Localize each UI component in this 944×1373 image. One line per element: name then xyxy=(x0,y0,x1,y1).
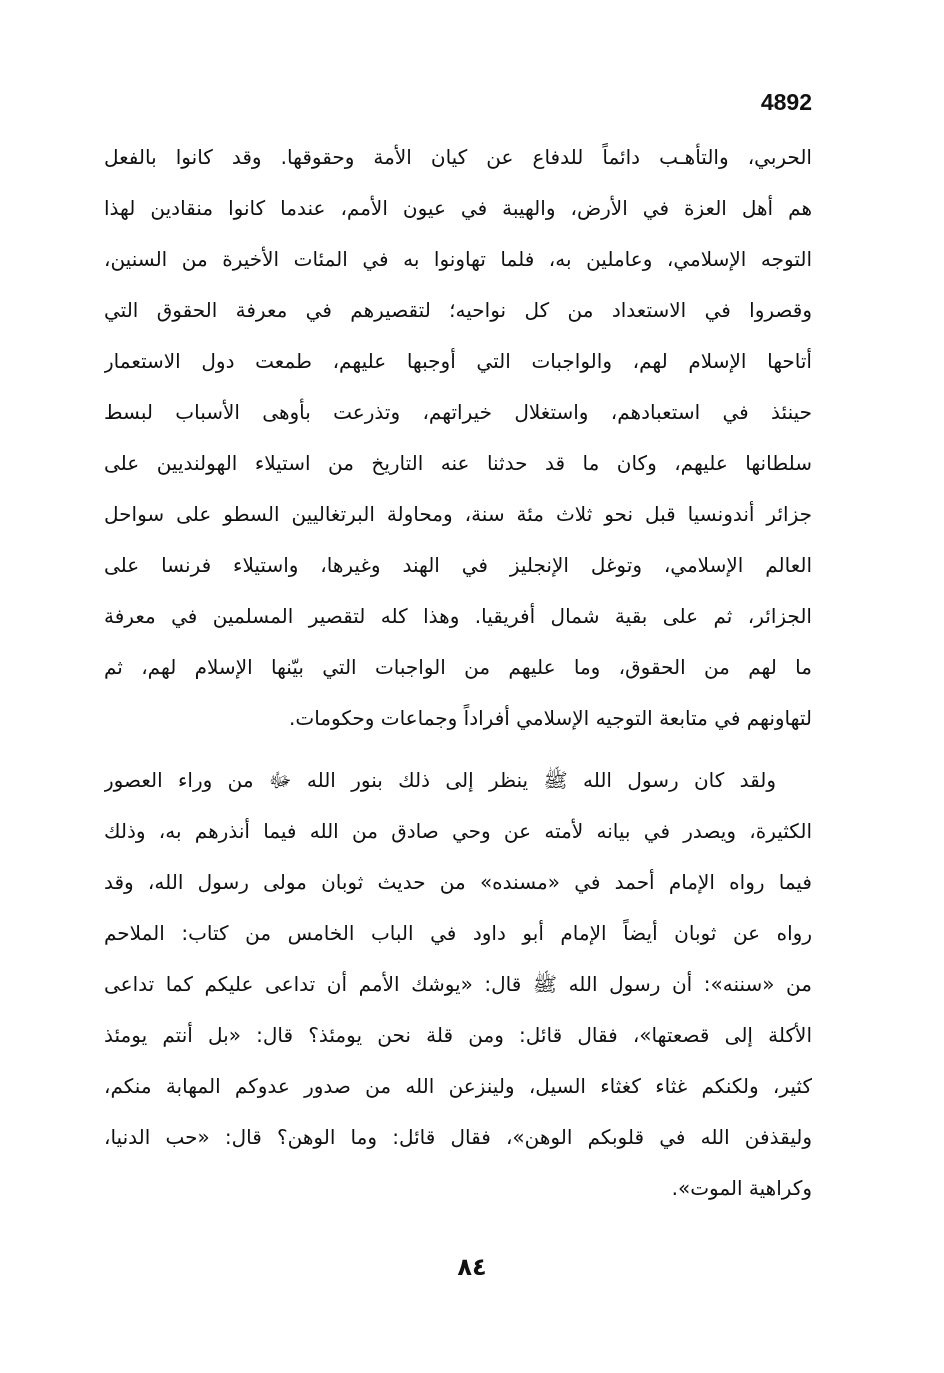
text-line: ولقد كان رسول الله ﷺ ينظر إلى ذلك بنور الله ﷻ من وراء العصور xyxy=(104,768,776,792)
text-line: هم أهل العزة في الأرض، والهيبة في عيون الأمم، عندما كانوا منقادين لهذا xyxy=(104,196,812,220)
paragraph-2 xyxy=(104,755,812,1214)
text-line: من «سننه»: أن رسول الله ﷺ قال: «يوشك الأمم أن تداعى عليكم كما تداعى xyxy=(104,972,812,996)
text-line: سلطانها عليهم، وكان ما قد حدثنا عنه التاريخ من استيلاء الهولنديين على xyxy=(104,451,812,475)
text-line: لتهاونهم في متابعة التوجيه الإسلامي أفراداً وجماعات وحكومات. xyxy=(289,706,812,730)
text-line: العالم الإسلامي، وتوغل الإنجليز في الهند وغيرها، واستيلاء فرنسا على xyxy=(104,553,812,577)
text-line: فيما رواه الإمام أحمد في «مسنده» من حديث ثوبان مولى رسول الله، وقد xyxy=(104,870,812,894)
text-line: وليقذفن الله في قلوبكم الوهن»، فقال قائل: وما الوهن؟ قال: «حب الدنيا، xyxy=(104,1125,812,1149)
text-line: التوجه الإسلامي، وعاملين به، فلما تهاونوا به في المئات الأخيرة من السنين، xyxy=(104,247,812,271)
paragraph-1 xyxy=(104,132,812,744)
text-line: رواه عن ثوبان أيضاً الإمام أبو داود في الباب الخامس من كتاب: الملاحم xyxy=(104,921,812,945)
page-id: 4892 xyxy=(760,89,812,115)
page-number: ٨٤ xyxy=(457,1253,487,1281)
text-line: الحربي، والتأهـب دائماً للدفاع عن كيان الأمة وحقوقها. وقد كانوا بالفعل xyxy=(104,145,812,169)
text-line: الكثيرة، ويصدر في بيانه لأمته عن وحي صادق من الله فيما أنذرهم به، وذلك xyxy=(104,819,812,843)
text-line: الأكلة إلى قصعتها»، فقال قائل: ومن قلة نحن يومئذ؟ قال: «بل أنتم يومئذ xyxy=(104,1023,812,1047)
text-line: حينئذ في استعبادهم، واستغلال خيراتهم، وتذرعت بأوهى الأسباب لبسط xyxy=(104,400,812,424)
text-line: جزائر أندونسيا قبل نحو ثلاث مئة سنة، ومحاولة البرتغاليين السطو على سواحل xyxy=(104,502,812,526)
body-text xyxy=(104,132,812,1214)
text-line: أتاحها الإسلام لهم، والواجبات التي أوجبها عليهم، طمعت دول الاستعمار xyxy=(104,349,812,373)
text-line: الجزائر، ثم على بقية شمال أفريقيا. وهذا كله لتقصير المسلمين في معرفة xyxy=(104,604,812,628)
text-line: كثير، ولكنكم غثاء كغثاء السيل، ولينزعن الله من صدور عدوكم المهابة منكم، xyxy=(104,1074,812,1098)
text-line: وقصروا في الاستعداد من كل نواحيه؛ لتقصيرهم في معرفة الحقوق التي xyxy=(104,298,812,322)
text-line: ما لهم من الحقوق، وما عليهم من الواجبات التي بيّنها الإسلام لهم، ثم xyxy=(104,655,812,679)
text-line: وكراهية الموت». xyxy=(671,1176,812,1200)
